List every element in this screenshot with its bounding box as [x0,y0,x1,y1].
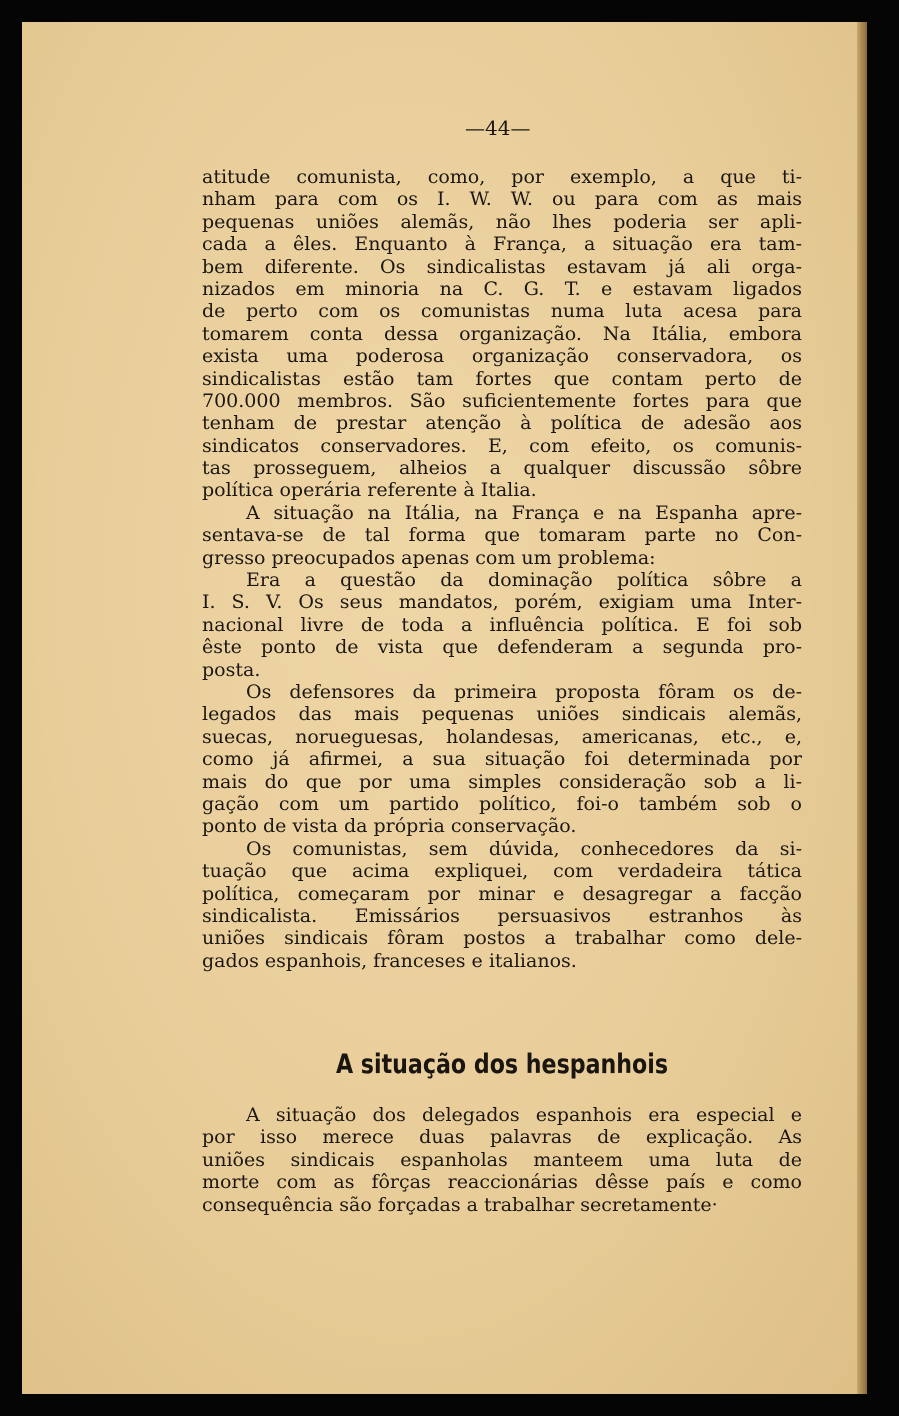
text-line: gados espanhois, franceses e italianos. [202,949,577,972]
paragraph [202,502,802,569]
text-line: sindicalistas estão tam fortes que contam perto de [202,367,802,390]
text-line: mais do que por uma simples consideração sob a li- [202,770,802,793]
text-line: nacional livre de toda a influência política. E foi sob [202,613,802,636]
text-line: Os defensores da primeira proposta fôram os de- [246,680,802,703]
text-line: Os comunistas, sem dúvida, conhecedores da si- [246,837,802,860]
text-line: gresso preocupados apenas com um problema: [202,546,656,569]
text-line: política, começaram por minar e desagregar a facção [202,882,802,905]
paragraph [202,166,802,502]
text-line: legados das mais pequenas uniões sindicais alemãs, [202,703,802,726]
text-line: êste ponto de vista que defenderam a segunda pro- [202,636,802,659]
text-line: gação com um partido político, foi-o também sob o [202,792,802,815]
body-text-top [202,166,802,972]
text-line: posta. [202,658,261,681]
text-line: tomarem conta dessa organização. Na Itália, embora [202,322,802,345]
text-line: 700.000 membros. São suficientemente fortes para que [202,389,802,412]
text-line: A situação dos delegados espanhois era especial e [246,1104,802,1126]
text-line: uniões sindicais espanholas manteem uma luta de [202,1148,802,1171]
text-line: tuação que acima expliquei, com verdadeira tática [202,860,802,883]
text-line: pequenas uniões alemãs, não lhes poderia ser apli- [202,210,802,233]
text-line: de perto com os comunistas numa luta acesa para [202,300,802,323]
text-line: atitude comunista, como, por exemplo, a que ti- [202,166,802,188]
text-line: nizados em minoria na C. G. T. e estavam ligados [202,277,802,300]
text-line: consequência são forçadas a trabalhar secretamente· [202,1193,718,1216]
paragraph [202,569,802,681]
text-line: exista uma poderosa organização conservadora, os [202,345,802,368]
text-line: sindicalista. Emissários persuasivos estranhos às [202,904,802,927]
text-line: por isso merece duas palavras de explicação. As [202,1126,802,1149]
page-edge [857,22,867,1394]
text-line: tenham de prestar atenção à política de adesão aos [202,412,802,435]
page-number: —44— [465,116,531,140]
section-heading: A situação dos hespanhois [335,1049,669,1080]
text-line: suecas, norueguesas, holandesas, americanas, etc., e, [202,725,802,748]
body-text-bottom [202,1104,802,1216]
text-line: nham para com os I. W. W. ou para com as mais [202,188,802,211]
text-line: morte com as fôrças reaccionárias dêsse país e como [202,1171,802,1194]
paragraph [202,838,802,972]
text-line: sentava-se de tal forma que tomaram parte no Con- [202,524,802,547]
paragraph [202,1104,802,1216]
text-line: como já afirmei, a sua situação foi determinada por [202,748,802,771]
text-line: sindicatos conservadores. E, com efeito, os comunis- [202,434,802,457]
text-line: cada a êles. Enquanto à França, a situação era tam- [202,233,802,256]
text-line: Era a questão da dominação política sôbre a [246,569,802,592]
text-line: política operária referente à Italia. [202,479,537,502]
text-line: bem diferente. Os sindicalistas estavam já ali orga- [202,255,802,278]
text-line: tas prosseguem, alheios a qualquer discussão sôbre [202,457,802,480]
text-line: uniões sindicais fôram postos a trabalhar como dele- [202,927,802,950]
text-line: A situação na Itália, na França e na Espanha apre- [246,501,802,524]
text-line: I. S. V. Os seus mandatos, porém, exigiam uma Inter- [202,591,802,614]
book-page [22,22,867,1394]
paragraph [202,681,802,838]
text-line: ponto de vista da própria conservação. [202,815,577,838]
